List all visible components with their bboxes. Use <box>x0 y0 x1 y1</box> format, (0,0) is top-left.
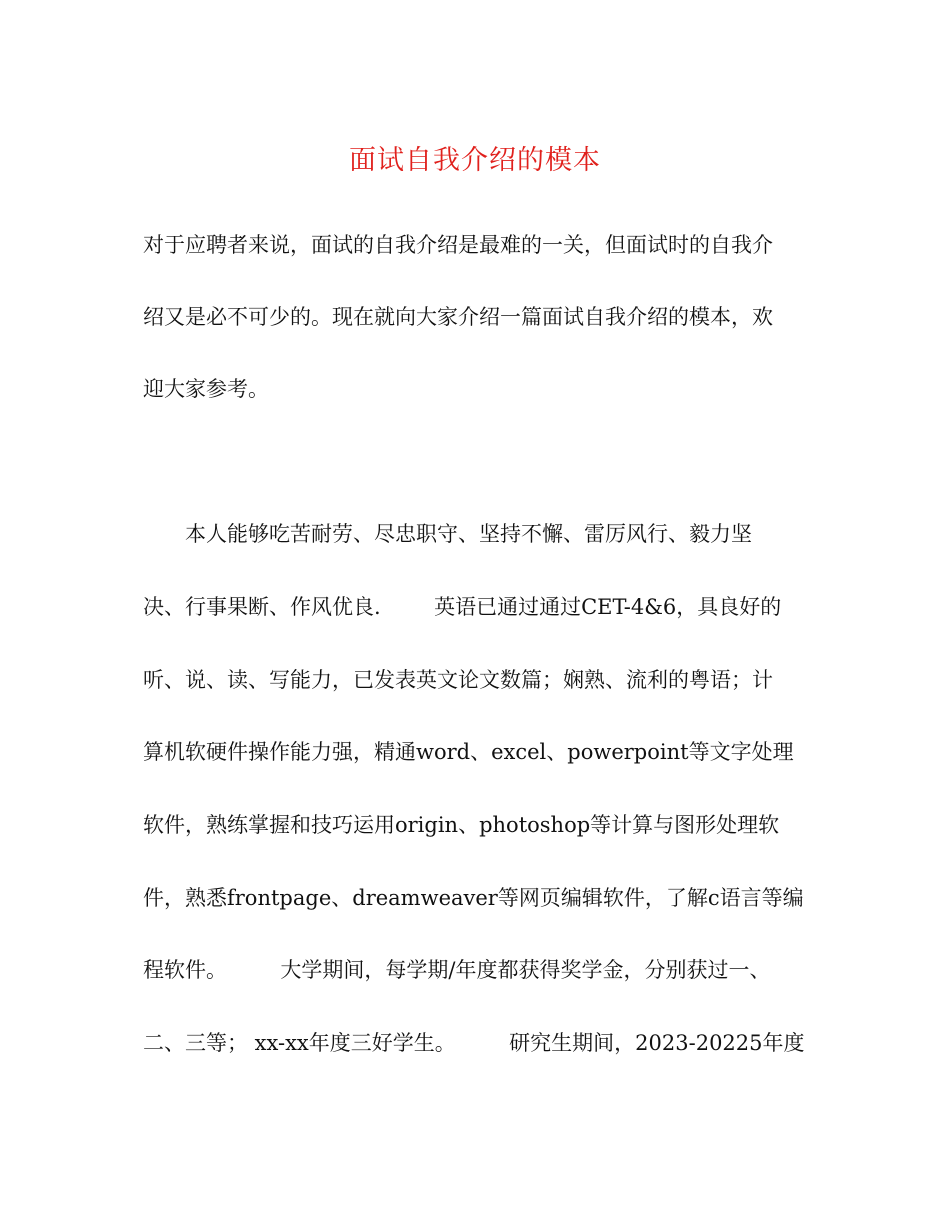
body-line-8: 二、三等； xx-xx年度三好学生。 研究生期间，2023-20225年度 <box>143 1031 805 1055</box>
body-line-3: 听、说、读、写能力，已发表英文论文数篇；娴熟、流利的粤语；计 <box>143 668 773 692</box>
body-line-4: 算机软硬件操作能力强，精通word、excel、powerpoint等文字处理 <box>143 740 794 764</box>
body-line-2: 决、行事果断、作风优良. 英语已通过通过CET-4&6，具良好的 <box>143 595 782 619</box>
body-line-7: 程软件。 大学期间，每学期/年度都获得奖学金，分别获过一、 <box>143 958 771 982</box>
body-line-6: 件，熟悉frontpage、dreamweaver等网页编辑软件，了解c语言等编 <box>143 886 804 910</box>
body-line-5: 软件，熟练掌握和技巧运用origin、photoshop等计算与图形处理软 <box>143 813 780 837</box>
document-title: 面试自我介绍的模本 <box>349 145 601 176</box>
body-line-1: 本人能够吃苦耐劳、尽忠职守、坚持不懈、雷厉风行、毅力坚 <box>185 522 752 546</box>
intro-line-2: 绍又是必不可少的。现在就向大家介绍一篇面试自我介绍的模本，欢 <box>143 305 773 329</box>
intro-line-3: 迎大家参考。 <box>143 377 269 401</box>
intro-line-1: 对于应聘者来说，面试的自我介绍是最难的一关，但面试时的自我介 <box>143 233 773 257</box>
